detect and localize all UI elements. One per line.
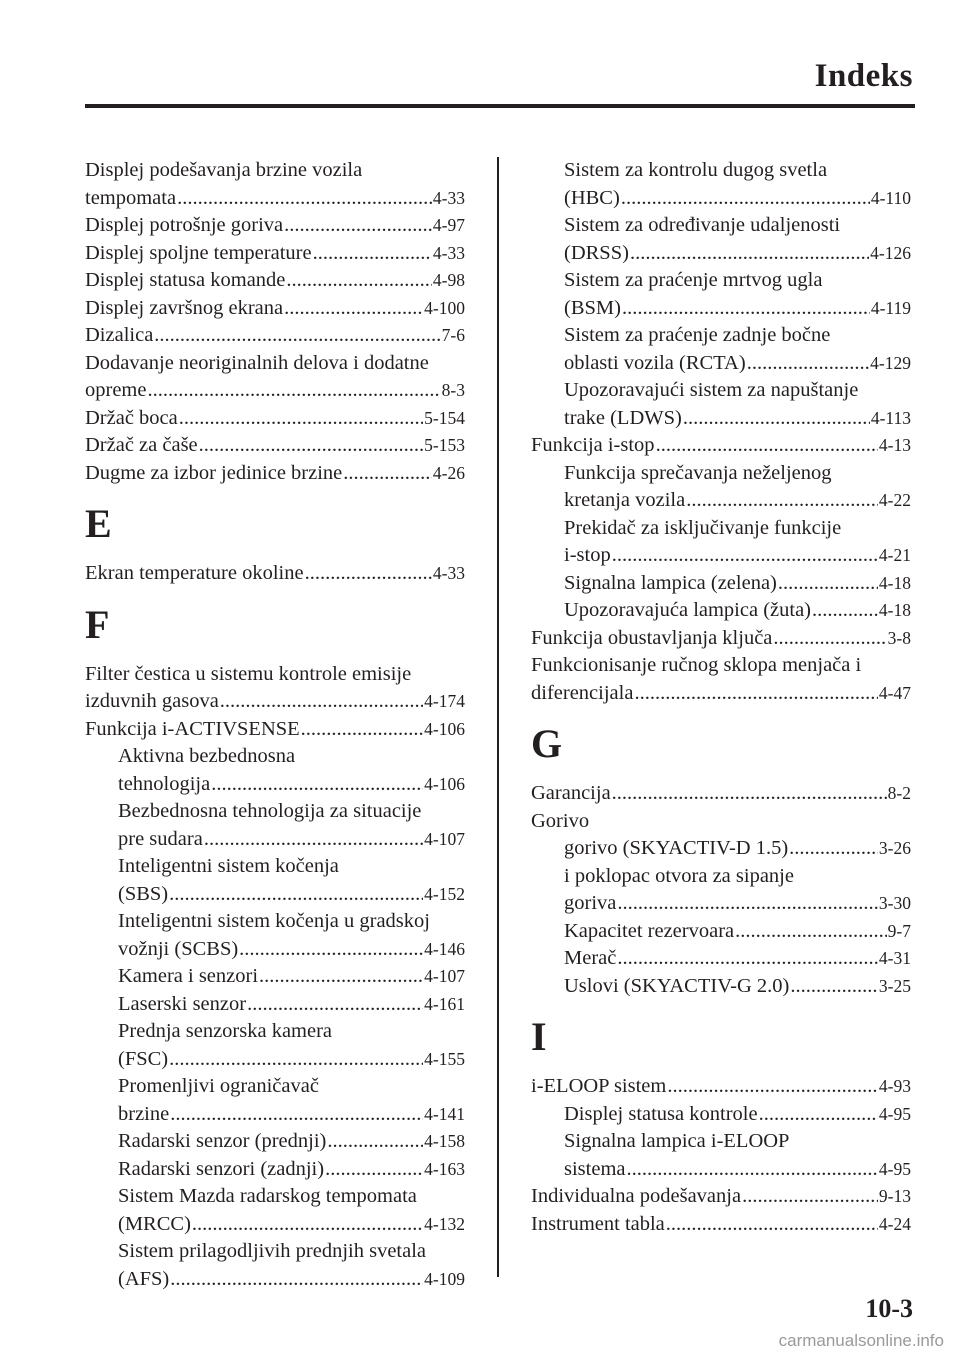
dot-leader bbox=[667, 1073, 878, 1101]
index-subentry bbox=[85, 1128, 465, 1156]
index-subentry bbox=[85, 991, 465, 1019]
page-reference: 4-132 bbox=[424, 1213, 465, 1234]
index-entry-label: kretanja vozila bbox=[564, 489, 686, 511]
index-entry-label: (AFS) bbox=[118, 1267, 170, 1290]
index-entry-label: Individualna podešavanja bbox=[531, 1185, 742, 1207]
page-reference: 4-22 bbox=[878, 490, 911, 510]
index-subentry bbox=[85, 1266, 465, 1294]
index-entry bbox=[531, 1183, 911, 1211]
dot-leader bbox=[666, 1211, 878, 1239]
index-entry bbox=[531, 780, 911, 808]
index-subentry bbox=[531, 542, 911, 570]
index-entry-label: (BSM) bbox=[564, 296, 621, 319]
index-entry bbox=[85, 716, 465, 744]
page-reference: 4-47 bbox=[878, 682, 911, 703]
dot-leader bbox=[220, 688, 423, 716]
index-entry-text: Gorivo bbox=[531, 809, 590, 832]
dot-leader bbox=[617, 945, 878, 973]
dot-leader bbox=[169, 1046, 423, 1074]
index-section-letter: E bbox=[85, 501, 112, 546]
page-reference: 4-110 bbox=[870, 187, 911, 208]
page-reference: 4-174 bbox=[424, 691, 465, 711]
dot-leader bbox=[759, 1101, 878, 1129]
watermark: carmanualsonline.info bbox=[778, 1331, 944, 1350]
index-entry-label: Uslovi (SKYACTIV-G 2.0) bbox=[564, 974, 790, 997]
dot-leader bbox=[259, 963, 423, 991]
index-subentry bbox=[531, 350, 911, 378]
page-reference: 4-163 bbox=[424, 1158, 465, 1179]
index-subentry bbox=[531, 973, 911, 1001]
index-entry-label: gorivo (SKYACTIV-D 1.5) bbox=[564, 837, 789, 859]
dot-leader bbox=[612, 542, 878, 570]
dot-leader bbox=[301, 716, 424, 744]
index-subentry-text: Upozoravajući sistem za napuštanje bbox=[564, 379, 859, 401]
page-reference: 4-126 bbox=[870, 242, 911, 263]
dot-leader bbox=[284, 212, 432, 240]
dot-leader bbox=[627, 1156, 878, 1184]
dot-leader bbox=[147, 377, 440, 405]
index-entry-label: Kamera i senzori bbox=[118, 965, 259, 987]
index-entry-label: diferencijala bbox=[531, 681, 634, 704]
index-entry-label: Displej spoljne temperature bbox=[85, 241, 312, 264]
dot-leader bbox=[790, 973, 878, 1001]
index-subentry-text: Aktivna bezbednosna bbox=[118, 745, 296, 767]
page-reference: 4-155 bbox=[424, 1048, 465, 1069]
page-reference: 4-18 bbox=[878, 600, 911, 620]
index-subentry-text: Bezbednosna tehnologija za situacije bbox=[118, 800, 422, 822]
index-entry bbox=[85, 295, 465, 323]
index-entry-label: Merač bbox=[564, 947, 617, 969]
index-subentry-text: i poklopac otvora za sipanje bbox=[564, 864, 794, 887]
dot-leader bbox=[192, 1211, 423, 1239]
dot-leader bbox=[313, 240, 432, 268]
index-entry-label: (SBS) bbox=[118, 882, 169, 905]
index-entry-label: (MRCC) bbox=[118, 1212, 191, 1235]
index-entry-label: Laserski senzor bbox=[118, 992, 247, 1015]
index-section-letter: F bbox=[85, 601, 110, 647]
index-entry bbox=[85, 322, 465, 350]
index-subentry-text: Funkcija sprečavanja neželjenog bbox=[564, 461, 832, 484]
index-subentry bbox=[531, 570, 911, 598]
index-entry-text: Dodavanje neoriginalnih delova i dodatne bbox=[85, 351, 429, 374]
page-reference: 4-97 bbox=[432, 215, 465, 235]
index-entry-text: Funkcionisanje ručnog sklopa menjača i bbox=[531, 654, 862, 676]
index-subentry bbox=[531, 945, 911, 973]
index-entry bbox=[85, 460, 465, 488]
index-subentry-text: Sistem za kontrolu dugog svetla bbox=[564, 159, 828, 181]
index-entry-label: pre sudara bbox=[118, 827, 203, 850]
page-reference: 4-26 bbox=[432, 462, 465, 483]
index-subentry bbox=[531, 487, 911, 515]
index-column-right bbox=[531, 157, 911, 1238]
dot-leader bbox=[343, 460, 432, 488]
index-entry bbox=[85, 267, 465, 295]
index-entry-label: tehnologija bbox=[118, 772, 211, 795]
page-reference: 3-26 bbox=[878, 838, 911, 858]
dot-leader bbox=[211, 771, 423, 799]
index-entry bbox=[531, 1211, 911, 1239]
dot-leader bbox=[170, 1101, 423, 1129]
index-entry bbox=[85, 405, 465, 433]
page-reference: 4-31 bbox=[878, 948, 911, 968]
dot-leader bbox=[239, 936, 423, 964]
index-entry bbox=[85, 688, 465, 716]
index-subentry-text: Inteligentni sistem kočenja u gradskoj bbox=[118, 910, 430, 932]
dot-leader bbox=[177, 185, 432, 213]
page-reference: 4-95 bbox=[878, 1158, 911, 1179]
index-subentry bbox=[85, 1046, 465, 1074]
index-subentry bbox=[531, 295, 911, 323]
dot-leader bbox=[204, 826, 423, 854]
dot-leader bbox=[284, 295, 423, 323]
dot-leader bbox=[686, 487, 878, 515]
index-entry-label: Garancija bbox=[531, 782, 611, 804]
dot-leader bbox=[286, 267, 432, 295]
page-reference: 8-2 bbox=[887, 783, 911, 803]
page-reference: 4-158 bbox=[424, 1131, 465, 1151]
index-entry-label: Ekran temperature okoline bbox=[85, 562, 304, 584]
index-column-left bbox=[85, 157, 465, 1293]
dot-leader bbox=[169, 881, 423, 909]
index-entry bbox=[85, 432, 465, 460]
index-entry-label: Radarski senzor (prednji) bbox=[118, 1130, 327, 1152]
index-entry-label: Displej statusa komande bbox=[85, 269, 286, 291]
page-reference: 4-113 bbox=[870, 407, 911, 428]
dot-leader bbox=[622, 295, 870, 323]
index-subentry bbox=[531, 597, 911, 625]
index-subentry-text: Sistem za praćenje zadnje bočne bbox=[564, 324, 831, 346]
index-entry-label: Displej statusa kontrole bbox=[564, 1102, 758, 1125]
index-entry-label: Držač boca bbox=[85, 406, 178, 429]
dot-leader bbox=[170, 1266, 423, 1294]
dot-leader bbox=[154, 322, 440, 350]
dot-leader bbox=[325, 1156, 423, 1184]
page-reference: 4-129 bbox=[870, 352, 911, 373]
index-entry-label: Držač za čaše bbox=[85, 434, 198, 456]
page-reference: 4-33 bbox=[432, 187, 465, 208]
page-reference: 4-18 bbox=[878, 572, 911, 593]
index-entry-label: goriva bbox=[564, 892, 617, 914]
index-entry-label: Dugme za izbor jedinice brzine bbox=[85, 461, 343, 484]
index-entry bbox=[531, 625, 911, 653]
dot-leader bbox=[612, 780, 887, 808]
index-subentry bbox=[85, 1101, 465, 1129]
page-reference: 4-24 bbox=[878, 1213, 911, 1234]
index-entry-label: Kapacitet rezervoara bbox=[564, 919, 735, 942]
index-subentry bbox=[85, 771, 465, 799]
dot-leader bbox=[199, 432, 424, 460]
page-reference: 3-25 bbox=[878, 975, 911, 996]
index-entry-label: brzine bbox=[118, 1102, 170, 1125]
index-entry-label: (FSC) bbox=[118, 1047, 169, 1070]
page-reference: 4-107 bbox=[424, 966, 465, 986]
index-entry-label: tempomata bbox=[85, 186, 177, 209]
index-entry bbox=[85, 560, 465, 588]
index-subentry bbox=[85, 1156, 465, 1184]
index-entry-label: Dizalica bbox=[85, 324, 154, 346]
page-reference: 4-107 bbox=[424, 828, 465, 849]
index-entry-label: Displej završnog ekrana bbox=[85, 296, 284, 319]
index-entry-text: Filter čestica u sistemu kontrole emisije bbox=[85, 662, 412, 685]
index-subentry bbox=[531, 835, 911, 863]
page-reference: 8-3 bbox=[441, 380, 465, 400]
page-reference: 4-33 bbox=[432, 563, 465, 583]
page-reference: 4-141 bbox=[424, 1103, 465, 1124]
dot-leader bbox=[747, 350, 869, 378]
index-entry-label: (DRSS) bbox=[564, 241, 629, 264]
page-reference: 3-30 bbox=[878, 893, 911, 913]
dot-leader bbox=[634, 680, 877, 708]
page-reference: 4-21 bbox=[878, 545, 911, 565]
index-entry-label: Displej potrošnje goriva bbox=[85, 214, 284, 236]
index-subentry bbox=[85, 881, 465, 909]
index-entry-label: vožnji (SCBS) bbox=[118, 937, 239, 960]
page-reference: 4-109 bbox=[424, 1268, 465, 1289]
index-entry bbox=[85, 240, 465, 268]
page-reference: 7-6 bbox=[441, 325, 465, 345]
index-section-letter: I bbox=[531, 1014, 547, 1059]
index-entry bbox=[531, 1073, 911, 1101]
index-subentry bbox=[85, 826, 465, 854]
column-divider bbox=[497, 157, 499, 1277]
index-entry-label: Funkcija i-ACTIVSENSE bbox=[85, 717, 300, 740]
page-reference: 4-119 bbox=[870, 297, 911, 318]
index-entry-label: Signalna lampica (zelena) bbox=[564, 571, 777, 594]
index-entry-label: i-stop bbox=[564, 544, 611, 566]
page-reference: 4-98 bbox=[432, 270, 465, 290]
index-subentry bbox=[531, 405, 911, 433]
index-subentry bbox=[85, 1211, 465, 1239]
page-reference: 4-13 bbox=[878, 435, 911, 455]
index-entry-label: izduvnih gasova bbox=[85, 690, 219, 712]
index-entry bbox=[531, 680, 911, 708]
page-reference: 4-106 bbox=[424, 718, 465, 739]
dot-leader bbox=[789, 835, 878, 863]
header-rule bbox=[85, 104, 915, 108]
dot-leader bbox=[683, 405, 870, 433]
index-entry-label: sistema bbox=[564, 1157, 626, 1180]
index-subentry-text: Signalna lampica i-ELOOP bbox=[564, 1130, 790, 1152]
index-entry bbox=[85, 377, 465, 405]
page-reference: 9-7 bbox=[887, 920, 911, 941]
index-subentry-text: Sistem za određivanje udaljenosti bbox=[564, 214, 841, 236]
index-subentry-text: Prekidač za isključivanje funkcije bbox=[564, 516, 842, 539]
page-reference: 5-153 bbox=[424, 435, 465, 455]
dot-leader bbox=[742, 1183, 878, 1211]
page-reference: 4-95 bbox=[878, 1103, 911, 1124]
index-subentry-text: Promenljivi ograničavač bbox=[118, 1075, 319, 1097]
page-reference: 4-161 bbox=[424, 993, 465, 1014]
index-entry-label: Radarski senzori (zadnji) bbox=[118, 1157, 325, 1180]
page-reference: 4-100 bbox=[424, 297, 465, 318]
index-entry-label: Instrument tabla bbox=[531, 1212, 665, 1235]
dot-leader bbox=[656, 432, 878, 460]
index-entry bbox=[85, 185, 465, 213]
dot-leader bbox=[812, 597, 878, 625]
index-entry-label: Upozoravajuća lampica (žuta) bbox=[564, 599, 812, 621]
index-entry bbox=[85, 212, 465, 240]
index-entry-text: Displej podešavanja brzine vozila bbox=[85, 159, 363, 181]
page-number: 10-3 bbox=[865, 1294, 913, 1323]
page-reference: 4-33 bbox=[432, 242, 465, 263]
dot-leader bbox=[247, 991, 423, 1019]
index-entry-label: trake (LDWS) bbox=[564, 406, 682, 429]
index-entry-label: (HBC) bbox=[564, 186, 620, 209]
page-reference: 4-106 bbox=[424, 773, 465, 794]
index-entry-label: Funkcija i-stop bbox=[531, 434, 655, 456]
index-entry-label: oblasti vozila (RCTA) bbox=[564, 351, 746, 374]
index-subentry bbox=[531, 1156, 911, 1184]
index-subentry-text: Sistem prilagodljivih prednjih svetala bbox=[118, 1240, 427, 1262]
dot-leader bbox=[617, 890, 878, 918]
index-subentry bbox=[531, 240, 911, 268]
page-reference: 4-146 bbox=[424, 938, 465, 959]
index-subentry bbox=[531, 1101, 911, 1129]
index-subentry-text: Sistem za praćenje mrtvog ugla bbox=[564, 269, 823, 291]
index-subentry-text: Inteligentni sistem kočenja bbox=[118, 855, 339, 877]
index-subentry bbox=[531, 185, 911, 213]
index-subentry-text: Sistem Mazda radarskog tempomata bbox=[118, 1185, 417, 1207]
dot-leader bbox=[735, 918, 887, 946]
page-reference: 5-154 bbox=[424, 407, 465, 428]
index-subentry-text: Prednja senzorska kamera bbox=[118, 1020, 333, 1042]
page-reference: 4-93 bbox=[878, 1076, 911, 1096]
index-subentry bbox=[85, 936, 465, 964]
index-subentry bbox=[85, 963, 465, 991]
dot-leader bbox=[778, 570, 878, 598]
index-subentry bbox=[531, 918, 911, 946]
dot-leader bbox=[305, 560, 432, 588]
dot-leader bbox=[179, 405, 423, 433]
dot-leader bbox=[630, 240, 869, 268]
index-entry-label: i-ELOOP sistem bbox=[531, 1075, 667, 1097]
page-reference: 3-8 bbox=[887, 627, 911, 648]
index-entry bbox=[531, 432, 911, 460]
dot-leader bbox=[621, 185, 870, 213]
dot-leader bbox=[773, 625, 886, 653]
index-section-letter: G bbox=[531, 721, 563, 766]
page-reference: 4-152 bbox=[424, 883, 465, 904]
index-entry-label: Funkcija obustavljanja ključa bbox=[531, 626, 773, 649]
index-subentry bbox=[531, 890, 911, 918]
page-reference: 9-13 bbox=[878, 1186, 911, 1206]
page-title: Indeks bbox=[814, 58, 913, 94]
index-entry-label: opreme bbox=[85, 379, 147, 401]
dot-leader bbox=[327, 1128, 423, 1156]
